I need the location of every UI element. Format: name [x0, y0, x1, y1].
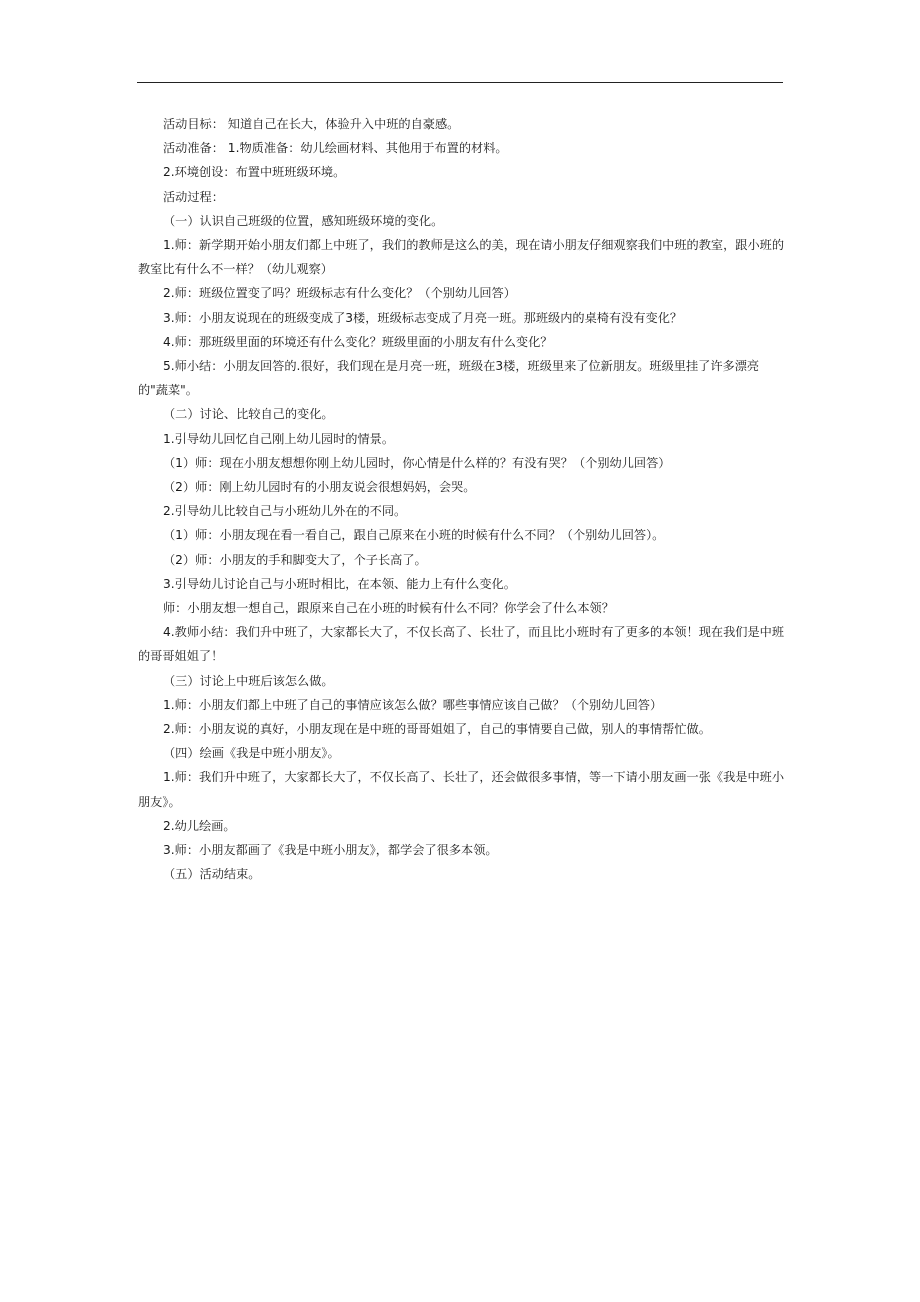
section-heading-1: （一）认识自己班级的位置，感知班级环境的变化。: [163, 213, 444, 228]
section-heading-5: （五）活动结束。: [163, 867, 261, 882]
paragraph: （2）师：小朋友的手和脚变大了，个子长高了。: [163, 552, 427, 567]
paragraph: 1.引导幼儿回忆自己刚上幼儿园时的情景。: [163, 431, 395, 446]
section-heading-4: （四）绘画《我是中班小朋友》。: [163, 746, 340, 761]
paragraph: 3.引导幼儿讨论自己与小班时相比，在本领、能力上有什么变化。: [163, 576, 516, 591]
paragraph: 1.师：新学期开始小朋友们都上中班了，我们的教师是这么的美，现在请小朋友仔细观察我们中班的教室，跟小班的教室比有什么不一样？（幼儿观察）: [138, 238, 785, 277]
paragraph: 2.幼儿绘画。: [163, 818, 236, 833]
paragraph: （1）师：小朋友现在看一看自己，跟自己原来在小班的时候有什么不同？（个别幼儿回答）。: [163, 528, 665, 543]
paragraph: （2）师：刚上幼儿园时有的小朋友说会很想妈妈，会哭。: [163, 480, 476, 495]
paragraph-goal: 活动目标： 知道自己在长大，体验升入中班的自豪感。: [163, 117, 460, 131]
document-body: [138, 112, 784, 887]
paragraph: 2.师：班级位置变了吗？班级标志有什么变化？（个别幼儿回答）: [163, 286, 516, 301]
paragraph: （1）师：现在小朋友想想你刚上幼儿园时，你心情是什么样的？有没有哭？（个别幼儿回答）: [163, 455, 671, 470]
paragraph: 师：小朋友想一想自己，跟原来自己在小班的时候有什么不同？你学会了什么本领？: [163, 601, 614, 616]
section-heading-2: （二）讨论、比较自己的变化。: [163, 407, 334, 422]
header-divider: [137, 82, 783, 83]
paragraph-preparation: 活动准备： 1.物质准备：幼儿绘画材料、其他用于布置的材料。: [163, 141, 508, 156]
paragraph: 3.师：小朋友说现在的班级变成了3楼，班级标志变成了月亮一班。那班级内的桌椅有没有变化？: [163, 310, 683, 325]
paragraph: 1.师：我们升中班了，大家都长大了，不仅长高了、长壮了，还会做很多事情，等一下请小朋友画一张《我是中班小朋友》。: [138, 770, 785, 809]
paragraph: 5.师小结：小朋友回答的.很好，我们现在是月亮一班，班级在3楼，班级里来了位新朋友。班级里挂了许多漂亮的"蔬菜"。: [138, 359, 760, 398]
paragraph-environment: 2.环境创设：布置中班班级环境。: [163, 165, 346, 180]
section-heading-3: （三）讨论上中班后该怎么做。: [163, 673, 334, 688]
paragraph: 1.师：小朋友们都上中班了自己的事情应该怎么做？哪些事情应该自己做？（个别幼儿回答）: [163, 697, 663, 712]
paragraph: 2.引导幼儿比较自己与小班幼儿外在的不同。: [163, 504, 407, 519]
paragraph-process-heading: 活动过程：: [163, 189, 224, 204]
paragraph: 4.教师小结：我们升中班了，大家都长大了，不仅长高了、长壮了，而且比小班时有了更多的本领！现在我们是中班的哥哥姐姐了！: [138, 625, 785, 664]
paragraph: 3.师：小朋友都画了《我是中班小朋友》，都学会了很多本领。: [163, 843, 498, 858]
paragraph: 4.师：那班级里面的环境还有什么变化？班级里面的小朋友有什么变化？: [163, 334, 553, 349]
paragraph: 2.师：小朋友说的真好，小朋友现在是中班的哥哥姐姐了，自己的事情要自己做，别人的事情帮忙做。: [163, 722, 711, 737]
